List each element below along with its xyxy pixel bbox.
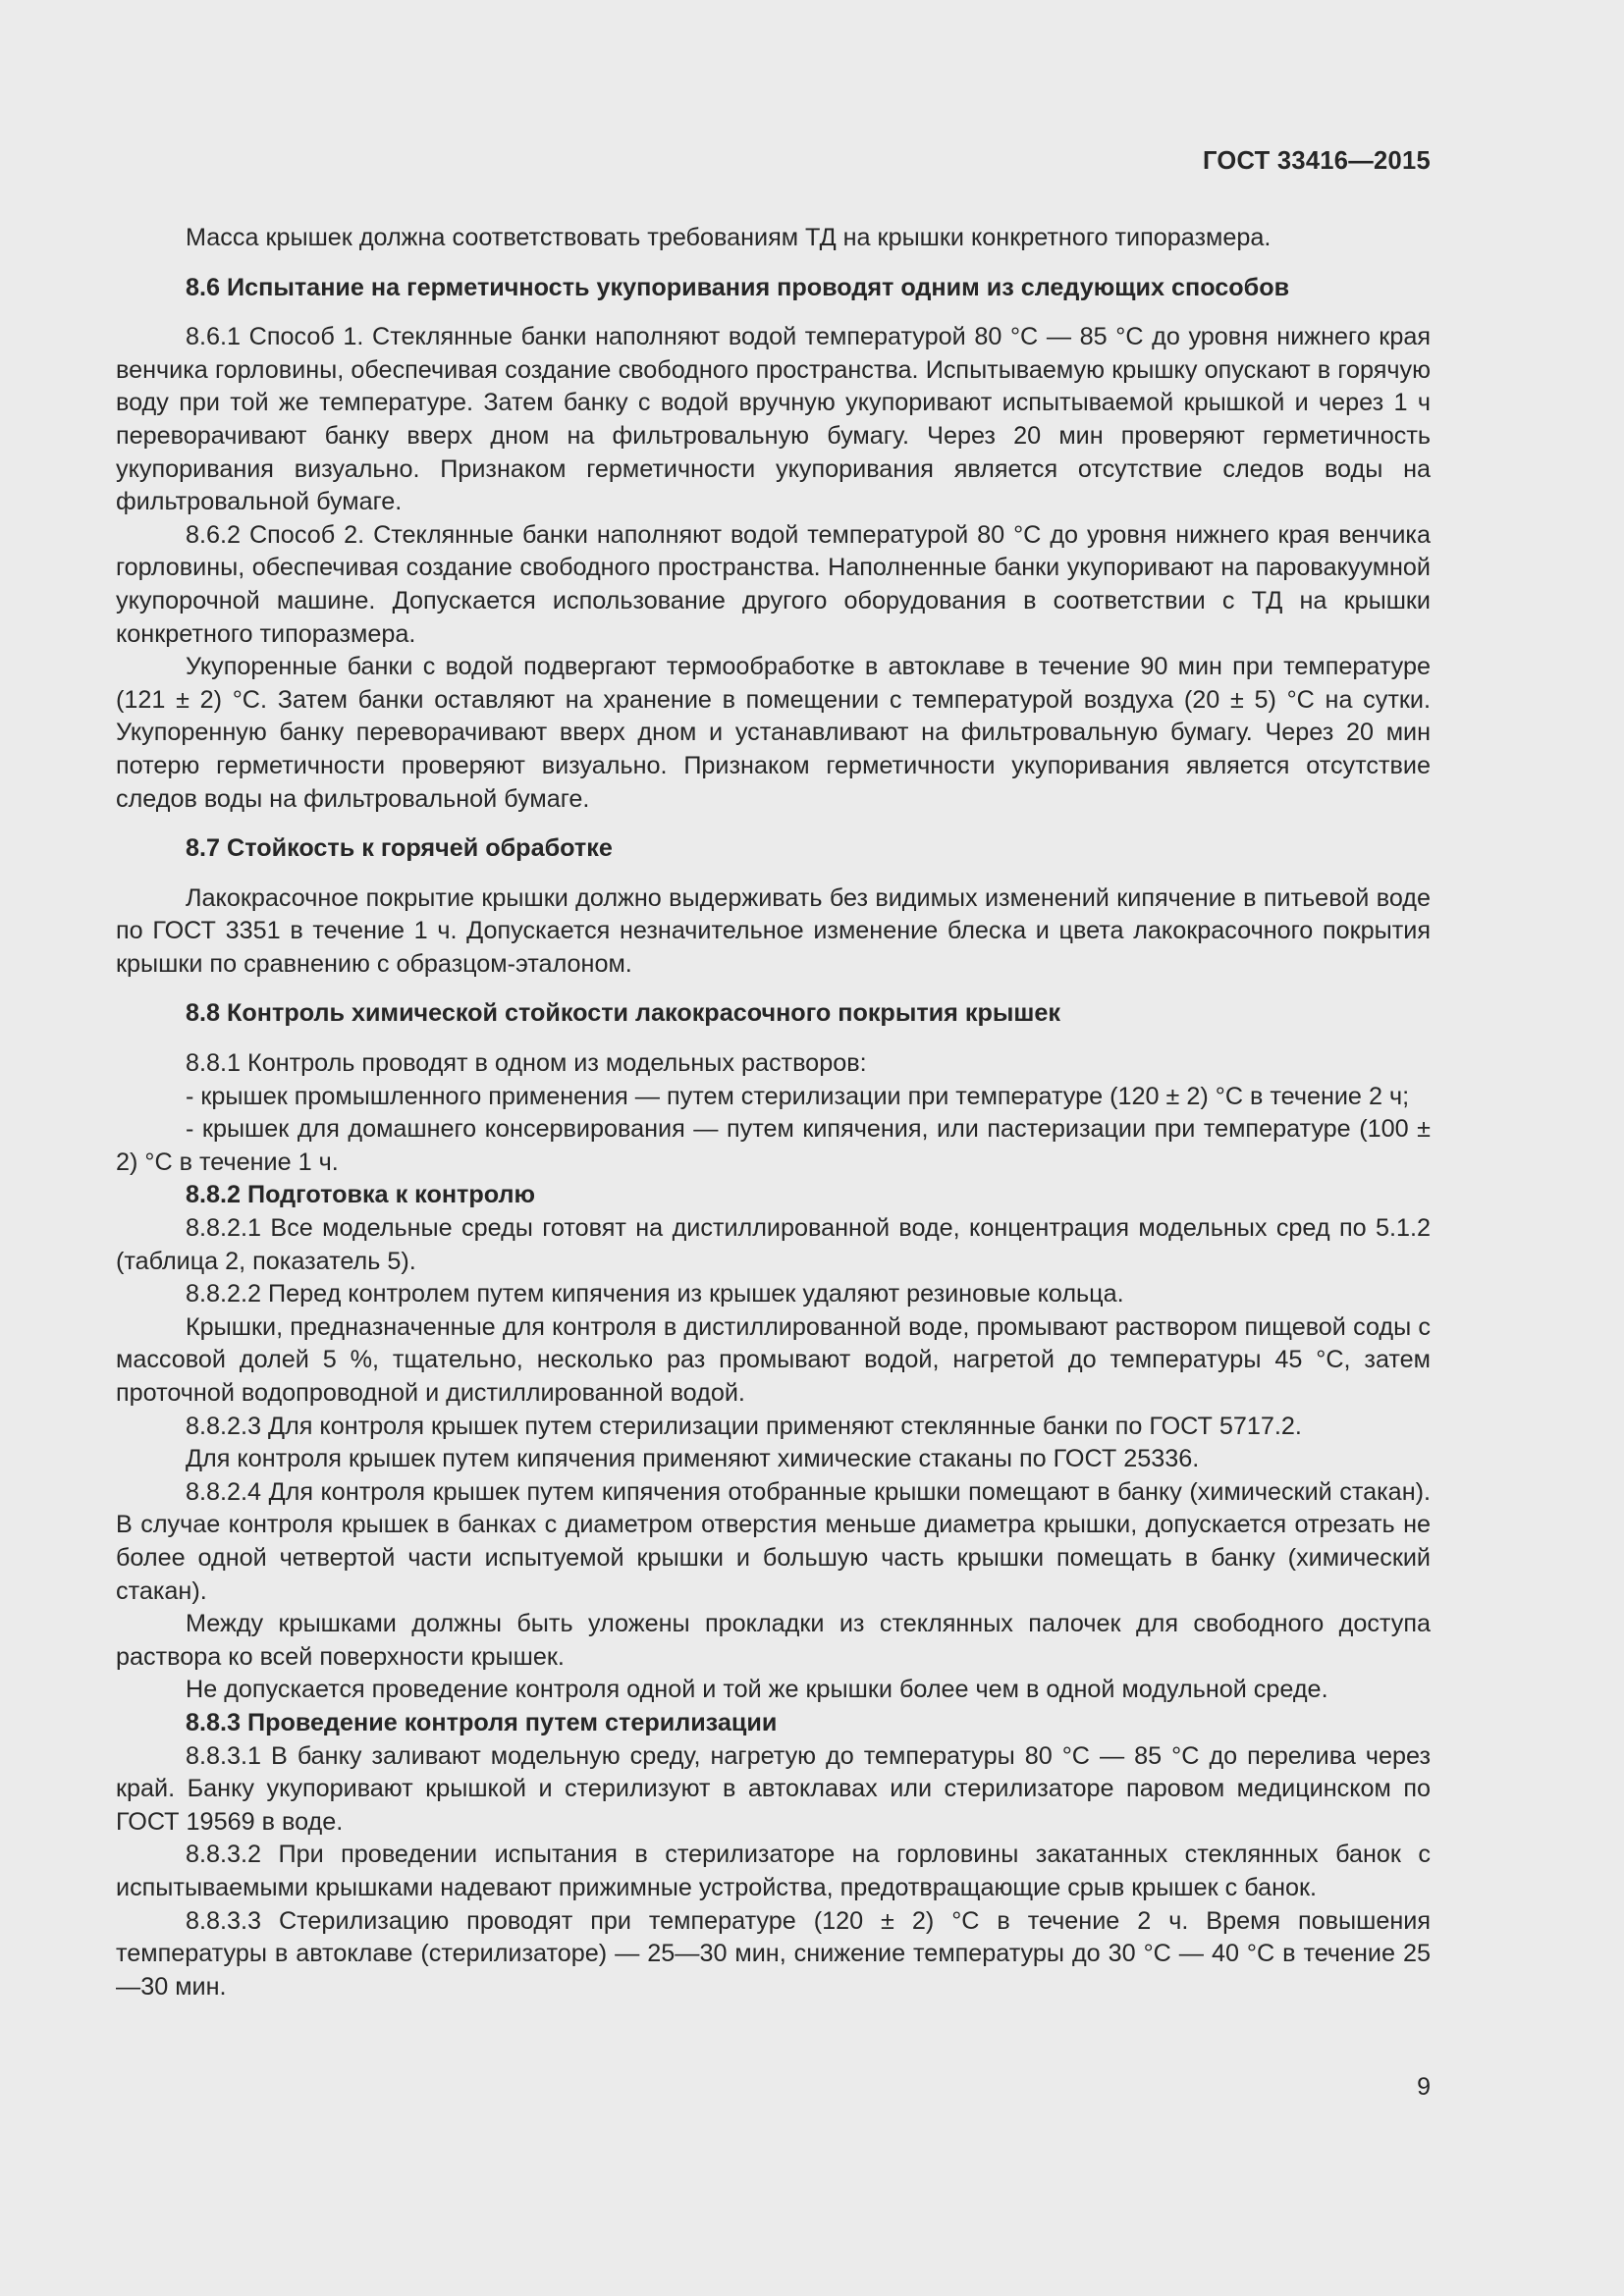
subsection-heading: 8.8.2 Подготовка к контролю [186, 1181, 536, 1209]
paragraph: 8.8.1 Контроль проводят в одном из модельных растворов: [186, 1049, 867, 1078]
paragraph: Масса крышек должна соответствовать требованиям ТД на крышки конкретного типоразмера. [186, 224, 1272, 251]
section-heading: 8.6 Испытание на герметичность укупоривания проводят одним из следующих способов [186, 273, 1290, 301]
section-heading: 8.8 Контроль химической стойкости лакокрасочного покрытия крышек [186, 999, 1060, 1028]
paragraph: Не допускается проведение контроля одной и той же крышки более чем в одной модульной среде. [186, 1676, 1328, 1704]
paragraph: 8.6.2 Способ 2. Стеклянные банки наполняют водой температурой 80 °С до уровня нижнего края венчика горловины, обеспечивая создание свободного пространства. Наполненные банки укупоривают на паровакуумной укупорочной машине. Допускается использование другого оборудования в соответствии с ТД на крышки конкретного типоразмера. [116, 520, 1431, 648]
paragraph: Крышки, предназначенные для контроля в дистиллированной воде, промывают раствором пищевой соды с массовой долей 5 %, тщательно, несколько раз промывают водой, нагретой до температуры 45 °С, затем проточной водопроводной и дистиллированной водой. [116, 1312, 1431, 1407]
document-body [116, 222, 1431, 2003]
document-code: ГОСТ 33416—2015 [1202, 147, 1431, 175]
paragraph: 8.8.2.3 Для контроля крышек путем стерилизации применяют стеклянные банки по ГОСТ 5717.2. [186, 1412, 1302, 1440]
paragraph: 8.8.3.1 В банку заливают модельную среду, нагретую до температуры 80 °С — 85 °С до перелива через край. Банку укупоривают крышкой и стерилизуют в автоклавах или стерилизаторе паровом медицинском по ГОСТ 19569 в воде. [116, 1741, 1431, 1836]
paragraph: 8.8.2.1 Все модельные среды готовят на дистиллированной воде, концентрация модельных сред по 5.1.2 (таблица 2, показатель 5). [116, 1214, 1431, 1275]
paragraph: Укупоренные банки с водой подвергают термообработке в автоклаве в течение 90 мин при температуре (121 ± 2) °С. Затем банки оставляют на хранение в помещении с температурой воздуха (20 ± 5) °С на сутки. Укупоренную банку переворачивают вверх дном и устанавливают на фильтровальную бумагу. Через 20 мин потерю герметичности проверяют визуально. Признаком герметичности укупоривания является отсутствие следов воды на фильтровальной бумаге. [116, 653, 1431, 813]
paragraph: Между крышками должны быть уложены прокладки из стеклянных палочек для свободного доступа раствора ко всей поверхности крышек. [116, 1610, 1431, 1671]
list-item: - крышек промышленного применения — путем стерилизации при температуре (120 ± 2) °С в течение 2 ч; [186, 1082, 1410, 1110]
section-heading: 8.7 Стойкость к горячей обработке [186, 834, 613, 863]
page-number: 9 [1417, 2073, 1431, 2101]
paragraph: Для контроля крышек путем кипячения применяют химические стаканы по ГОСТ 25336. [186, 1445, 1200, 1473]
list-item: - крышек для домашнего консервирования — путем кипячения, или пастеризации при температуре (100 ± 2) °С в течение 1 ч. [116, 1115, 1431, 1176]
paragraph: Лакокрасочное покрытие крышки должно выдерживать без видимых изменений кипячение в питьевой воде по ГОСТ 3351 в течение 1 ч. Допускается незначительное изменение блеска и цвета лакокрасочного покрытия крышки по сравнению с образцом-эталоном. [116, 883, 1431, 978]
paragraph: 8.8.3.3 Стерилизацию проводят при температуре (120 ± 2) °С в течение 2 ч. Время повышения температуры в автоклаве (стерилизаторе) — 25—30 мин, снижение температуры до 30 °С — 40 °С в течение 25—30 мин. [116, 1906, 1431, 2001]
paragraph: 8.8.3.2 При проведении испытания в стерилизаторе на горловины закатанных стеклянных банок с испытываемыми крышками надевают прижимные устройства, предотвращающие срыв крышек с банок. [116, 1841, 1431, 1901]
paragraph: 8.8.2.2 Перед контролем путем кипячения из крышек удаляют резиновые кольца. [186, 1280, 1124, 1308]
paragraph: 8.6.1 Способ 1. Стеклянные банки наполняют водой температурой 80 °С — 85 °С до уровня нижнего края венчика горловины, обеспечивая создание свободного пространства. Испытываемую крышку опускают в горячую воду при той же температуре. Затем банку с водой вручную укупоривают испытываемой крышкой и через 1 ч переворачивают банку вверх дном на фильтровальную бумагу. Через 20 мин проверяют герметичность укупоривания визуально. Признаком герметичности укупоривания является отсутствие следов воды на фильтровальной бумаге. [116, 323, 1431, 516]
subsection-heading: 8.8.3 Проведение контроля путем стерилизации [186, 1708, 778, 1736]
paragraph: 8.8.2.4 Для контроля крышек путем кипячения отобранные крышки помещают в банку (химический стакан). В случае контроля крышек в банках с диаметром отверстия меньше диаметра крышки, допускается отрезать не более одной четвертой части испытуемой крышки и большую часть крышки помещать в банку (химический стакан). [116, 1477, 1431, 1605]
